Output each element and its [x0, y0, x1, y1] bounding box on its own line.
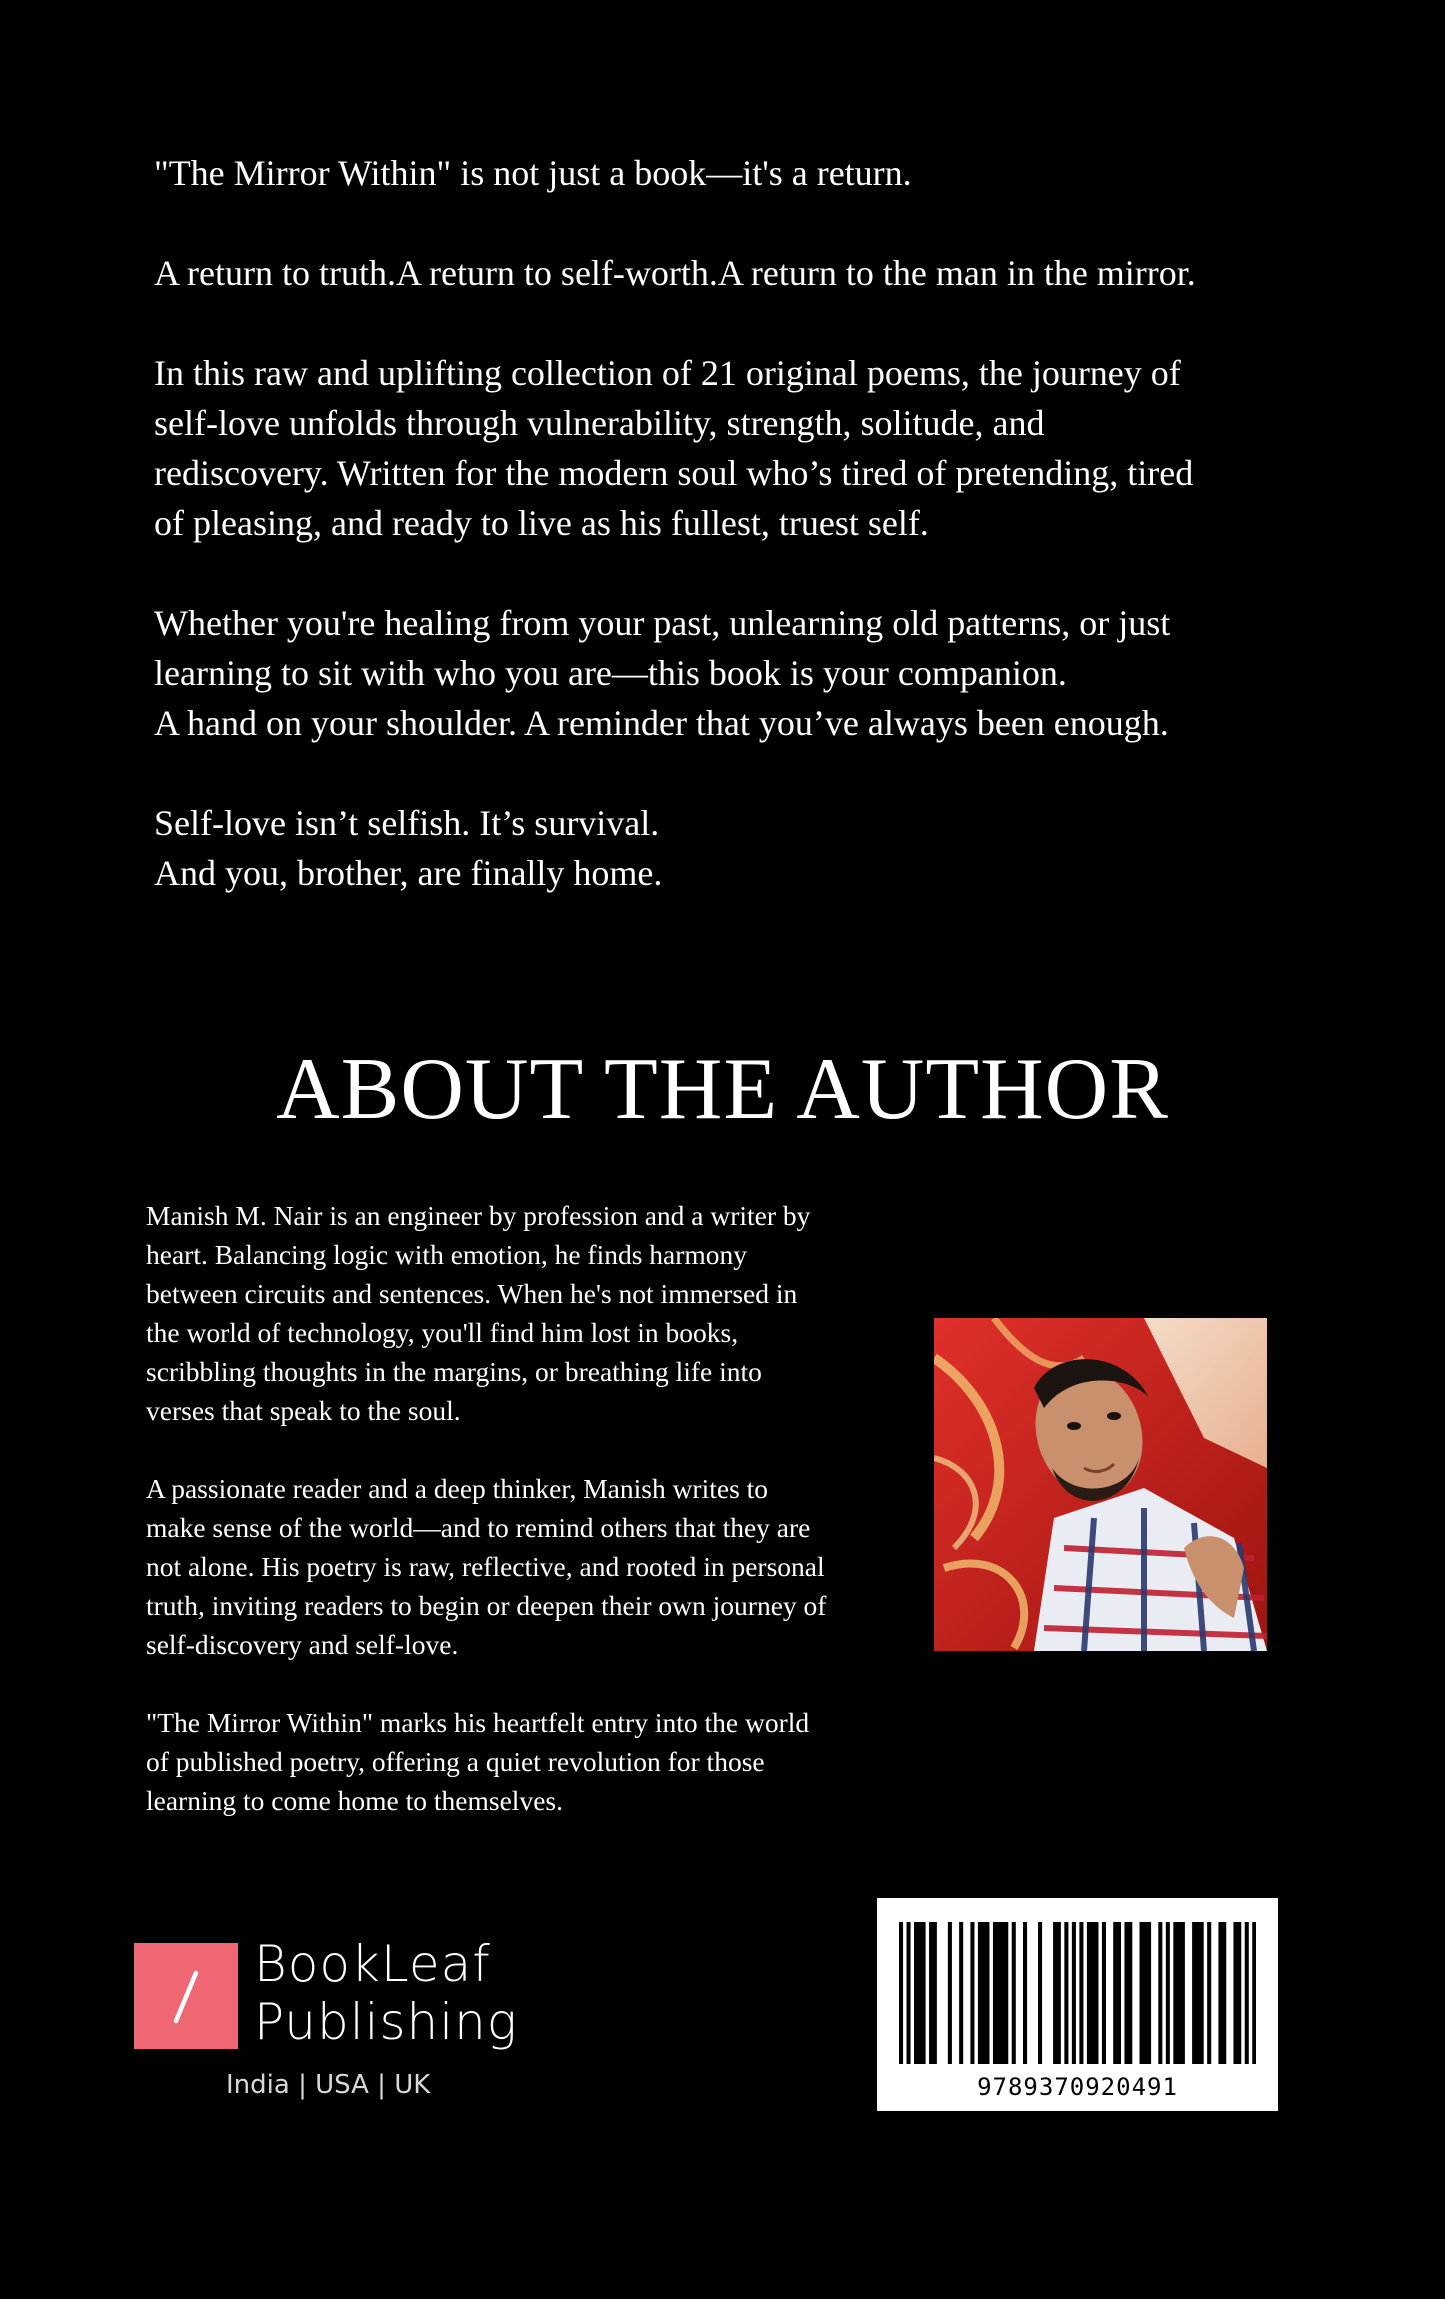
back-cover-blurb: [154, 148, 1304, 948]
barcode-bar: [1252, 1922, 1256, 2064]
barcode-bar: [1181, 1922, 1185, 2064]
blurb-line: A hand on your shoulder. A reminder that you’ve always been enough.: [154, 703, 1169, 743]
bio-line: verses that speak to the soul.: [146, 1395, 461, 1426]
bio-line: truth, inviting readers to begin or deepen their own journey of: [146, 1590, 827, 1621]
barcode-bar: [1222, 1922, 1226, 2064]
barcode-bar: [1128, 1922, 1132, 2064]
blurb-line: Whether you're healing from your past, unlearning old patterns, or just: [154, 603, 1171, 643]
blurb-line: Self-love isn’t selfish. It’s survival.: [154, 803, 660, 843]
blurb-paragraph: [154, 148, 1304, 198]
blurb-line: self-love unfolds through vulnerability, strength, solitude, and: [154, 403, 1045, 443]
bio-line: make sense of the world—and to remind others that they are: [146, 1512, 811, 1543]
blurb-paragraph: [154, 248, 1304, 298]
barcode-bar: [948, 1922, 952, 2064]
barcode-bar: [997, 1922, 1001, 2064]
barcode-bar: [1094, 1922, 1098, 2064]
barcode-bar: [970, 1922, 974, 2064]
barcode-bar: [1012, 1922, 1016, 2064]
leaf-slash-icon: [134, 1943, 238, 2049]
barcode-bar: [978, 1922, 982, 2064]
barcode-bar: [1113, 1922, 1117, 2064]
author-photo: [934, 1318, 1267, 1651]
bio-line: "The Mirror Within" marks his heartfelt entry into the world: [146, 1707, 810, 1738]
blurb-line: A return to truth.A return to self-worth.A return to the man in the mirror.: [154, 253, 1196, 293]
barcode-bar: [1072, 1922, 1076, 2064]
barcode-bar: [914, 1922, 918, 2064]
barcode-bar: [1166, 1922, 1170, 2064]
barcode-bar: [1177, 1922, 1181, 2064]
bio-paragraph: [146, 1703, 906, 1820]
barcode-bar: [1064, 1922, 1068, 2064]
bio-line: between circuits and sentences. When he's not immersed in: [146, 1278, 798, 1309]
barcode-bar: [1079, 1922, 1083, 2064]
blurb-line: rediscovery. Written for the modern soul who’s tired of pretending, tired: [154, 453, 1194, 493]
blurb-paragraph: [154, 798, 1304, 898]
barcode-bar: [1057, 1922, 1061, 2064]
barcode-bar: [1140, 1922, 1144, 2064]
barcode-bar: [982, 1922, 986, 2064]
blurb-line: learning to sit with who you are—this book is your companion.: [154, 653, 1067, 693]
publisher-name: [254, 1935, 518, 2051]
barcode-bar: [1158, 1922, 1162, 2064]
publisher-regions: India | USA | UK: [226, 2070, 431, 2100]
barcode-bar: [907, 1922, 911, 2064]
barcode-bar: [1218, 1922, 1222, 2064]
publisher-name-line2: Publishing: [254, 1993, 518, 2051]
bio-line: the world of technology, you'll find him lost in books,: [146, 1317, 739, 1348]
barcode-bars: [899, 1922, 1256, 2064]
barcode-bar: [929, 1922, 933, 2064]
barcode-bar: [1147, 1922, 1151, 2064]
barcode-bar: [1124, 1922, 1128, 2064]
blurb-line: of pleasing, and ready to live as his fullest, truest self.: [154, 503, 929, 543]
blurb-line: In this raw and uplifting collection of 21 original poems, the journey of: [154, 353, 1181, 393]
barcode-bar: [993, 1922, 997, 2064]
bio-paragraph: [146, 1196, 906, 1430]
barcode-bar: [1207, 1922, 1211, 2064]
barcode-bar: [1004, 1922, 1008, 2064]
barcode-bar: [1237, 1922, 1241, 2064]
barcode-bar: [1117, 1922, 1121, 2064]
blurb-line: "The Mirror Within" is not just a book—it's a return.: [154, 153, 912, 193]
blurb-paragraph: [154, 348, 1304, 548]
barcode-bar: [1143, 1922, 1147, 2064]
publisher-logo: [134, 1935, 534, 2113]
blurb-line: And you, brother, are finally home.: [154, 853, 663, 893]
barcode-bar: [1091, 1922, 1095, 2064]
barcode-bar: [1245, 1922, 1249, 2064]
barcode-bar: [1192, 1922, 1196, 2064]
barcode-bar: [1196, 1922, 1200, 2064]
barcode-bar: [1233, 1922, 1237, 2064]
about-author-heading: ABOUT THE AUTHOR: [276, 1041, 1169, 1138]
barcode-bar: [933, 1922, 937, 2064]
bio-line: of published poetry, offering a quiet revolution for those: [146, 1746, 765, 1777]
barcode-bar: [918, 1922, 922, 2064]
bio-line: Manish M. Nair is an engineer by profession and a writer by: [146, 1200, 811, 1231]
barcode-bar: [959, 1922, 963, 2064]
bio-line: scribbling thoughts in the margins, or breathing life into: [146, 1356, 762, 1387]
bio-line: learning to come home to themselves.: [146, 1785, 563, 1816]
bio-paragraph: [146, 1469, 906, 1664]
barcode-bar: [985, 1922, 989, 2064]
barcode-bar: [1053, 1922, 1057, 2064]
barcode-bar: [1087, 1922, 1091, 2064]
bio-line: A passionate reader and a deep thinker, Manish writes to: [146, 1473, 769, 1504]
bio-line: heart. Balancing logic with emotion, he finds harmony: [146, 1239, 748, 1270]
barcode-bar: [1102, 1922, 1106, 2064]
bio-line: self-discovery and self-love.: [146, 1629, 459, 1660]
publisher-name-line1: BookLeaf: [254, 1935, 491, 1993]
blurb-paragraph: [154, 598, 1304, 748]
barcode-bar: [1000, 1922, 1004, 2064]
barcode-bar: [1200, 1922, 1204, 2064]
author-photo-illustration: [934, 1318, 1267, 1651]
author-bio: [146, 1196, 906, 1859]
barcode-bar: [1038, 1922, 1042, 2064]
barcode-bar: [1023, 1922, 1027, 2064]
barcode-bar: [922, 1922, 926, 2064]
isbn-barcode: [877, 1898, 1278, 2111]
barcode-bar: [899, 1922, 903, 2064]
barcode-bar: [1173, 1922, 1177, 2064]
isbn-number: 9789370920491: [977, 2073, 1178, 2101]
bio-line: not alone. His poetry is raw, reflective, and rooted in personal: [146, 1551, 825, 1582]
